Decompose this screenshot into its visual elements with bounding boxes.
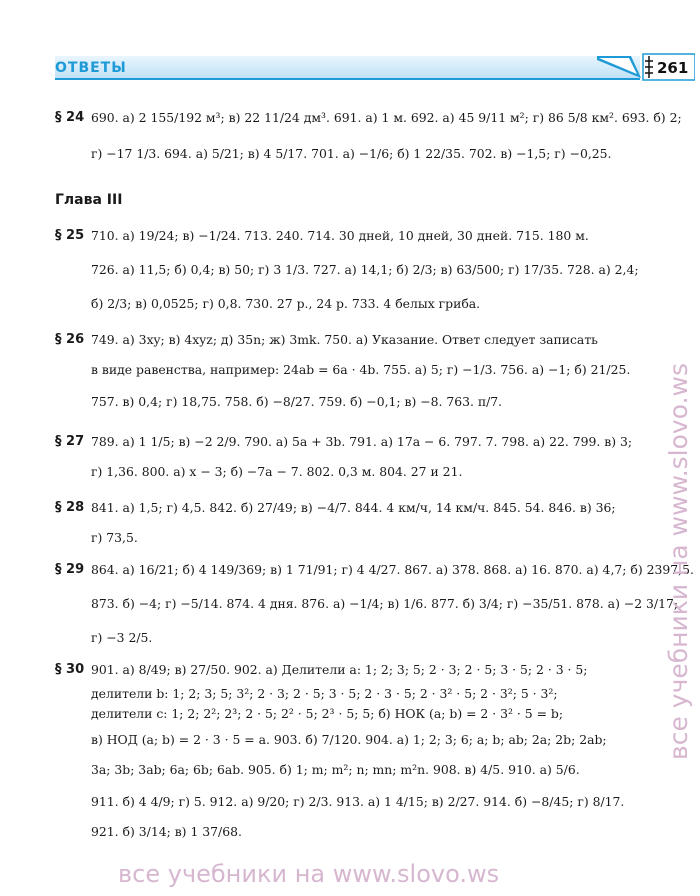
watermark-side: все учебники на www.slovo.ws [664,363,693,760]
answer-line: делители b: 1; 2; 3; 5; 3²; 2 · 3; 2 · 5; 3 · 5; 2 · 3 · 5; 2 · 3² · 5; 2 · 3²; 5 · 3²; [91,686,558,701]
chapter-title: Глава III [55,192,123,208]
answer-line: г) 1,36. 800. а) x − 3; б) −7a − 7. 802. 0,3 м. 804. 27 и 21. [91,464,463,479]
answer-line: 789. а) 1 1/5; в) −2 2/9. 790. а) 5a + 3b. 791. а) 17a − 6. 797. 7. 798. а) 22. 799. в) 3; [91,434,633,449]
answer-line: 3a; 3b; 3ab; 6a; 6b; 6ab. 905. б) 1; m; m²; n; mn; m²n. 908. в) 4/5. 910. а) 5/6. [91,762,580,777]
answer-line: делители c: 1; 2; 2²; 2³; 2 · 5; 2² · 5; 2³ · 5; 5; б) НОК (a; b) = 2 · 3² · 5 = b; [91,706,564,721]
answer-line: г) −17 1/3. 694. а) 5/21; в) 4 5/17. 701. а) −1/6; б) 1 22/35. 702. в) −1,5; г) −0,25. [91,146,612,161]
page-number-box [595,52,695,82]
section-label: § 28 [55,500,85,515]
answer-line: 873. б) −4; г) −5/14. 874. 4 дня. 876. а) −1/4; в) 1/6. 877. б) 3/4; г) −35/51. 878. а) −2 3/17; [91,596,679,611]
header-title: ОТВЕТЫ [55,60,127,76]
answer-line: 911. б) 4 4/9; г) 5. 912. а) 9/20; г) 2/3. 913. а) 1 4/15; в) 2/27. 914. б) −8/45; г) 8/17. [91,794,625,809]
page-header [55,52,689,82]
page-number: 261 [657,59,689,77]
answer-line: б) 2/3; в) 0,0525; г) 0,8. 730. 27 р., 24 р. 733. 4 белых гриба. [91,296,481,311]
answer-line: 921. б) 3/14; в) 1 37/68. [91,824,242,839]
watermark-bottom: все учебники на www.slovo.ws [118,860,500,888]
section-label: § 25 [55,228,85,243]
header-bar [55,56,640,80]
answer-line: 864. а) 16/21; б) 4 149/369; в) 1 71/91; г) 4 4/27. 867. а) 378. 868. а) 16. 870. а) 4,7; б) 2397,5. [91,562,694,577]
section-label: § 26 [55,332,85,347]
answer-line: 726. а) 11,5; б) 0,4; в) 50; г) 3 1/3. 727. а) 14,1; б) 2/3; в) 63/500; г) 17/35. 728. а) 2,4; [91,262,639,277]
answer-line: г) 73,5. [91,530,138,545]
answer-line: 710. а) 19/24; в) −1/24. 713. 240. 714. 30 дней, 10 дней, 30 дней. 715. 180 м. [91,228,589,243]
answer-line: 841. а) 1,5; г) 4,5. 842. б) 27/49; в) −4/7. 844. 4 км/ч, 14 км/ч. 845. 54. 846. в) 36; [91,500,616,515]
section-label: § 29 [55,562,85,577]
section-label: § 24 [55,110,85,125]
answer-line: 690. а) 2 155/192 м³; в) 22 11/24 дм³. 691. а) 1 м. 692. а) 45 9/11 м²; г) 86 5/8 км². 693. б) 2; [91,110,682,125]
answer-line: 901. а) 8/49; в) 27/50. 902. а) Делители a: 1; 2; 3; 5; 2 · 3; 2 · 5; 3 · 5; 2 · 3 · 5; [91,662,588,677]
answer-line: г) −3 2/5. [91,630,153,645]
answer-line: 757. в) 0,4; г) 18,75. 758. б) −8/27. 759. б) −0,1; в) −8. 763. π/7. [91,394,503,409]
answer-line: 749. а) 3xy; в) 4xyz; д) 35n; ж) 3mk. 750. а) Указание. Ответ следует записать [91,332,598,347]
section-label: § 30 [55,662,85,677]
answer-line: в) НОД (a; b) = 2 · 3 · 5 = a. 903. б) 7/120. 904. а) 1; 2; 3; 6; a; b; ab; 2a; 2b; 2ab; [91,732,607,747]
section-label: § 27 [55,434,85,449]
answer-line: в виде равенства, например: 24ab = 6a · 4b. 755. а) 5; г) −1/3. 756. а) −1; б) 21/25. [91,362,631,377]
